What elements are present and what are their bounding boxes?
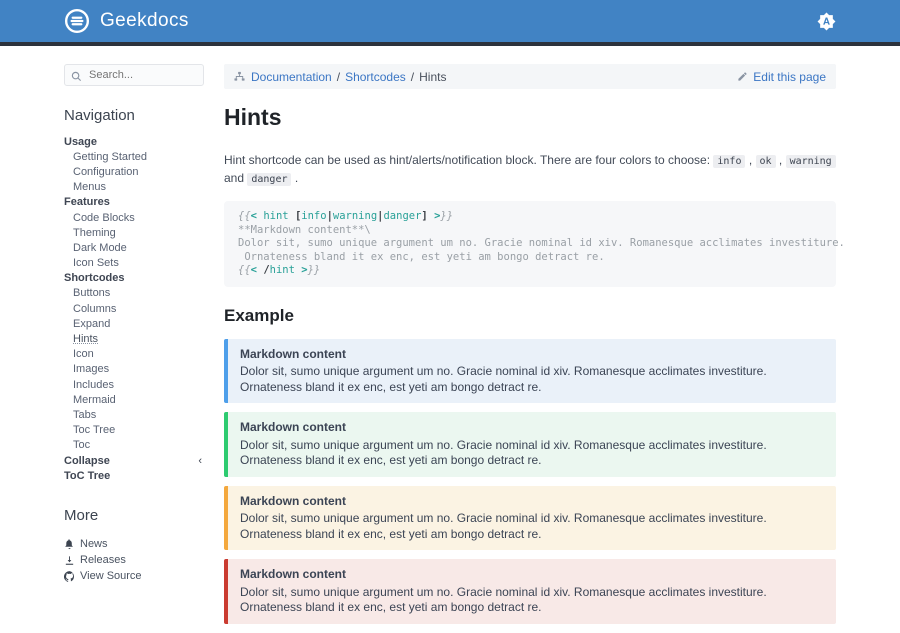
hint-body: Dolor sit, sumo unique argument um no. Gracie nominal id xiv. Romanesque acclimates investiture. Ornateness bland it ex enc, est yeti am bongo detract re.	[240, 437, 767, 467]
sidebar-item-mermaid[interactable]	[64, 392, 204, 407]
sidebar-item-expand[interactable]	[64, 316, 204, 331]
brightness-auto-icon[interactable]	[817, 12, 836, 31]
github-icon	[64, 571, 75, 582]
brand-title: Geekdocs	[100, 10, 189, 31]
sidebar-item-dark-mode[interactable]	[64, 240, 204, 255]
sidebar-item-label: Code Blocks	[73, 211, 135, 224]
sidebar-item-features[interactable]	[64, 195, 204, 210]
sidebar-item-toc[interactable]	[64, 438, 204, 453]
sidebar	[64, 64, 204, 633]
sidebar-item-label: Configuration	[73, 165, 139, 178]
hint-title: Markdown content	[240, 420, 347, 434]
more-link-label: View Source	[80, 570, 142, 583]
sidebar-item-collapse[interactable]	[64, 453, 204, 468]
sidebar-item-label: Features	[64, 196, 110, 209]
hint-title: Markdown content	[240, 493, 347, 508]
sidebar-item-usage[interactable]	[64, 134, 204, 149]
sidebar-item-label: Shortcodes	[64, 272, 125, 285]
sidebar-item-tabs[interactable]	[64, 407, 204, 422]
sidebar-item-label: Icon	[73, 348, 94, 361]
hint-box-warning	[224, 486, 836, 551]
sitemap-icon	[234, 71, 245, 82]
breadcrumb-separator: /	[336, 69, 341, 84]
sidebar-item-icon[interactable]	[64, 347, 204, 362]
search-box	[64, 64, 204, 86]
more-section-title: More	[64, 507, 99, 525]
sidebar-item-hints[interactable]	[64, 331, 204, 346]
nav-tree	[64, 134, 204, 483]
code-line: {{< /hint >}}	[238, 264, 321, 276]
edit-this-page-link[interactable]	[737, 70, 826, 84]
sidebar-item-label: Getting Started	[73, 150, 147, 163]
sidebar-item-label: Dark Mode	[73, 241, 127, 254]
more-link-news[interactable]	[64, 536, 204, 552]
sidebar-item-theming[interactable]	[64, 225, 204, 240]
sidebar-item-configuration[interactable]	[64, 164, 204, 179]
search-icon	[71, 69, 82, 87]
code-line: Ornateness bland it ex enc, est yeti am bongo detract re.	[238, 250, 605, 263]
hint-box-info	[224, 339, 836, 404]
sidebar-item-label: Menus	[73, 181, 107, 194]
edit-this-page-label: Edit this page	[753, 69, 826, 84]
sidebar-item-toc-tree[interactable]	[64, 468, 204, 483]
download-icon	[64, 555, 75, 566]
code-line: **Markdown content**\	[238, 223, 371, 236]
sidebar-item-label: Tabs	[73, 408, 97, 421]
example-heading: Example	[224, 305, 294, 325]
hint-title: Markdown content	[240, 346, 347, 361]
search-input[interactable]	[64, 64, 204, 86]
hint-box-ok	[224, 412, 836, 477]
nav-section-title: Navigation	[64, 107, 135, 124]
intro-paragraph: Hint shortcode can be used as hint/alerts/notification block. There are four colors to choose: info , ok , warning and danger .	[224, 152, 836, 188]
sidebar-item-label: Expand	[73, 317, 111, 330]
hint-body: Dolor sit, sumo unique argument um no. Gracie nominal id xiv. Romanesque acclimates investiture. Ornateness bland it ex enc, est yeti am bongo detract re.	[240, 584, 767, 614]
hint-body: Dolor sit, sumo unique argument um no. Gracie nominal id xiv. Romanesque acclimates investiture. Ornateness bland it ex enc, est yeti am bongo detract re.	[240, 364, 767, 394]
sidebar-item-menus[interactable]	[64, 180, 204, 195]
sidebar-item-label: ToC Tree	[64, 469, 111, 482]
breadcrumb-documentation[interactable]: Documentation	[251, 69, 332, 84]
sidebar-item-label: Columns	[73, 302, 117, 315]
pencil-icon	[737, 71, 748, 82]
hint-box-danger	[224, 559, 836, 624]
more-link-label: News	[80, 538, 108, 551]
sidebar-item-toc-tree[interactable]	[64, 423, 204, 438]
chevron-collapse-icon[interactable]: ‹	[198, 454, 202, 467]
inline-code-warning: warning	[786, 155, 836, 168]
sidebar-item-label: Includes	[73, 378, 114, 391]
sidebar-item-includes[interactable]	[64, 377, 204, 392]
more-link-view-source[interactable]	[64, 568, 204, 584]
brand-home-link[interactable]	[64, 8, 189, 34]
sidebar-item-code-blocks[interactable]	[64, 210, 204, 225]
sidebar-item-label: Mermaid	[73, 393, 116, 406]
breadcrumb-hints: Hints	[419, 69, 447, 84]
geekdocs-logo-icon	[64, 8, 90, 34]
sidebar-item-images[interactable]	[64, 362, 204, 377]
inline-code-ok: ok	[756, 155, 776, 168]
sidebar-item-label: Toc Tree	[73, 424, 116, 437]
sidebar-item-icon-sets[interactable]	[64, 256, 204, 271]
code-line: Dolor sit, sumo unique argument um no. Gracie nominal id xiv. Romanesque acclimates investiture.	[238, 237, 845, 249]
sidebar-item-label: Icon Sets	[73, 257, 119, 270]
code-block	[224, 201, 845, 287]
main-content	[224, 64, 845, 633]
sidebar-item-shortcodes[interactable]	[64, 271, 204, 286]
hint-examples	[224, 339, 836, 624]
breadcrumb	[251, 70, 446, 84]
app-header	[0, 0, 900, 42]
more-link-label: Releases	[80, 554, 126, 567]
sidebar-item-getting-started[interactable]	[64, 149, 204, 164]
sidebar-item-label: Theming	[73, 226, 116, 239]
breadcrumb-separator: /	[410, 69, 415, 84]
inline-code-danger: danger	[247, 173, 291, 186]
breadcrumb-shortcodes[interactable]: Shortcodes	[345, 69, 406, 84]
sidebar-item-label: Usage	[64, 135, 98, 148]
breadcrumb-bar	[224, 64, 836, 89]
more-links	[64, 536, 204, 584]
sidebar-item-label: Toc	[73, 439, 91, 452]
bell-icon	[64, 539, 75, 550]
page-title: Hints	[224, 104, 282, 130]
hint-title: Markdown content	[240, 567, 347, 581]
more-link-releases[interactable]	[64, 552, 204, 568]
sidebar-item-label: Hints	[73, 333, 99, 346]
sidebar-item-label: Images	[73, 363, 110, 376]
sidebar-item-columns[interactable]	[64, 301, 204, 316]
sidebar-item-label: Buttons	[73, 287, 111, 300]
hint-body: Dolor sit, sumo unique argument um no. Gracie nominal id xiv. Romanesque acclimates investiture. Ornateness bland it ex enc, est yeti am bongo detract re.	[240, 511, 767, 541]
code-line: {{< hint [info|warning|danger] >}}	[238, 210, 454, 222]
sidebar-item-buttons[interactable]	[64, 286, 204, 301]
inline-code-info: info	[713, 155, 745, 168]
sidebar-item-label: Collapse	[64, 454, 110, 467]
page-layout	[0, 46, 900, 633]
